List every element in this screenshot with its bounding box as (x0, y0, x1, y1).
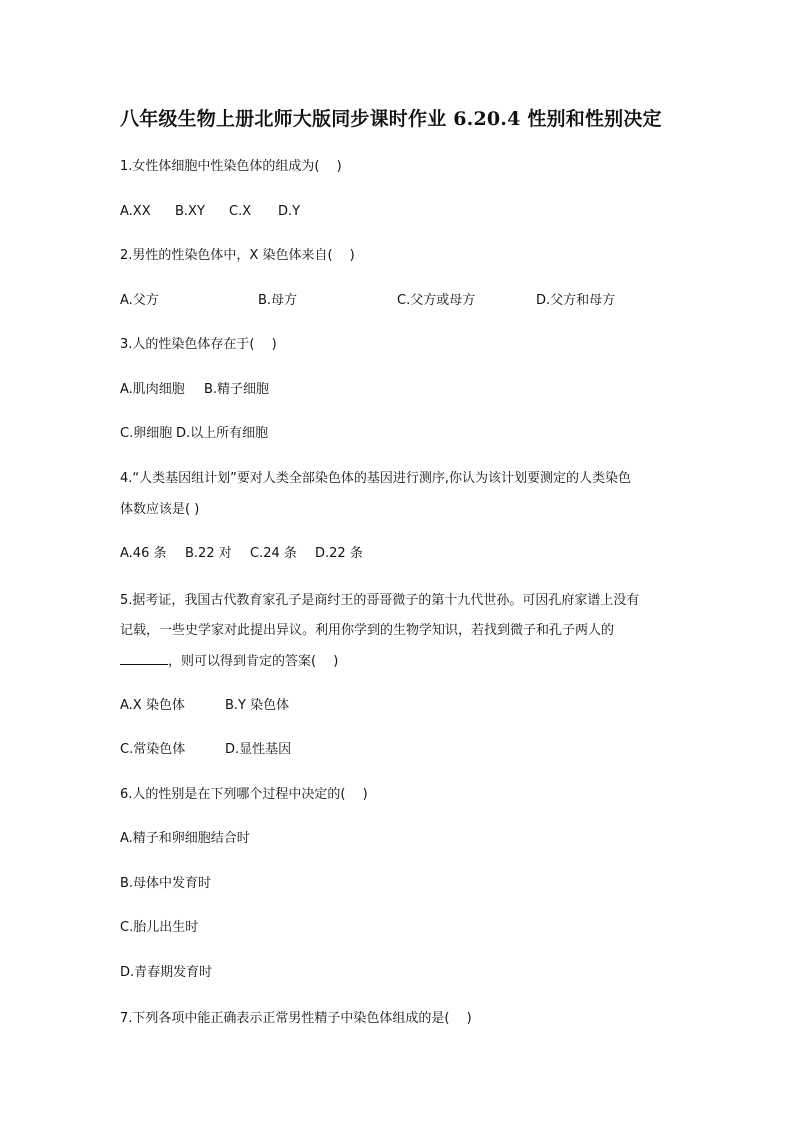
question-1-option-b: B.XY (175, 204, 205, 219)
question-2-option-a: A.父方 (120, 293, 159, 308)
question-6-option-d: D.青春期发育时 (120, 965, 213, 980)
question-3-option-b: B.精子细胞 (204, 382, 270, 397)
question-2-option-c: C.父方或母方 (397, 293, 476, 308)
question-4-stem-line-1: 4.“人类基因组计划”要对人类全部染色体的基因进行测序,你认为该计划要测定的人类染色 (120, 471, 632, 486)
question-4-option-c: C.24 条 (250, 546, 297, 561)
question-5-option-a: A.X 染色体 (120, 698, 185, 713)
question-4-option-a: A.46 条 (120, 546, 167, 561)
question-2-option-b: B.母方 (258, 293, 298, 308)
question-1-option-d: D.Y (278, 204, 301, 219)
question-5-option-d: D.显性基因 (225, 742, 292, 757)
question-3-option-d: D.以上所有细胞 (176, 426, 269, 441)
question-3-stem: 3.人的性染色体存在于( ) (120, 337, 277, 352)
question-5-stem-line-2: 记载，一些史学家对此提出异议。利用你学到的生物学知识，若找到微子和孔子两人的 (120, 623, 615, 638)
question-1-option-c: C.X (229, 204, 252, 219)
question-6-option-b: B.母体中发育时 (120, 876, 212, 891)
fill-in-blank[interactable] (120, 652, 168, 665)
question-7-stem: 7.下列各项中能正确表示正常男性精子中染色体组成的是( ) (120, 1011, 472, 1026)
question-6-stem: 6.人的性别是在下列哪个过程中决定的( ) (120, 787, 368, 802)
question-2-stem: 2.男性的性染色体中，X 染色体来自( ) (120, 248, 355, 263)
question-1-stem: 1.女性体细胞中性染色体的组成为( ) (120, 159, 342, 174)
document-title: 八年级生物上册北师大版同步课时作业 6.20.4 性别和性别决定 (120, 108, 662, 130)
question-4-option-d: D.22 条 (315, 546, 363, 561)
question-4-option-b: B.22 对 (185, 546, 232, 561)
question-6-option-a: A.精子和卵细胞结合时 (120, 831, 250, 846)
question-1-option-a: A.XX (120, 204, 151, 219)
question-3-option-c: C.卵细胞 (120, 426, 173, 441)
question-5-stem-line-3: ，则可以得到肯定的答案( ) (168, 654, 339, 669)
question-6-option-c: C.胎儿出生时 (120, 920, 199, 935)
question-5-option-c: C.常染色体 (120, 742, 186, 757)
question-3-option-a: A.肌肉细胞 (120, 382, 185, 397)
question-4-stem-line-2: 体数应该是( ) (120, 502, 200, 517)
question-5-stem-line-3-wrap (120, 652, 338, 671)
question-2-option-d: D.父方和母方 (536, 293, 616, 308)
question-5-option-b: B.Y 染色体 (225, 698, 290, 713)
question-5-stem-line-1: 5.据考证，我国古代教育家孔子是商纣王的哥哥微子的第十九代世孙。可因孔府家谱上没有 (120, 593, 640, 608)
